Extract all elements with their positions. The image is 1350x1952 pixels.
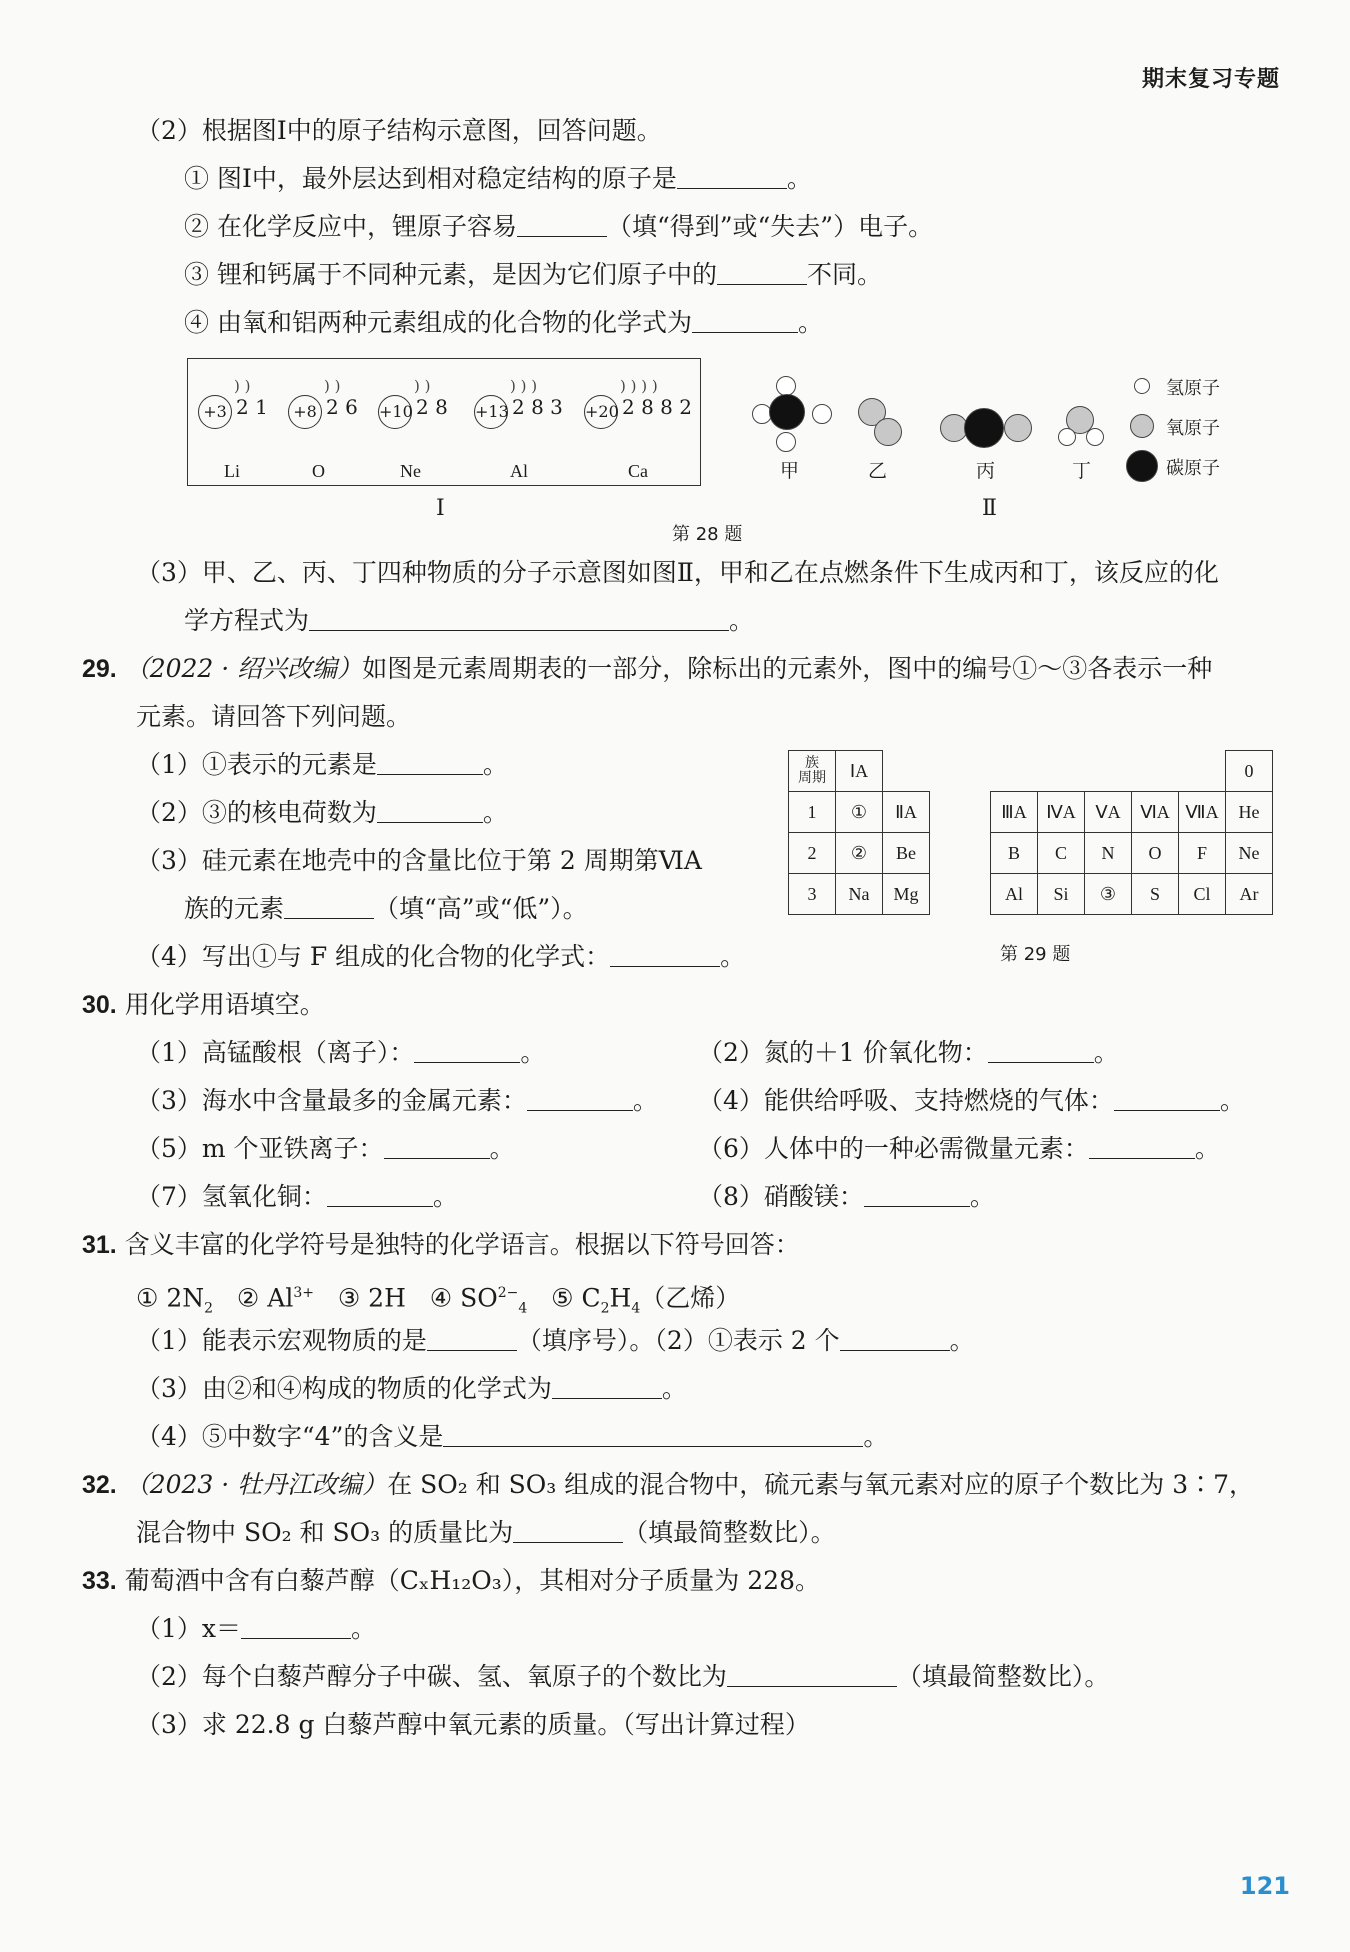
q33-stem: 33. 葡萄酒中含有白藜芦醇（CₓH₁₂O₃），其相对分子质量为 228。 [82,1566,820,1595]
answer-blank[interactable] [513,1516,623,1543]
molecule-label: 丙 [976,460,996,482]
answer-blank[interactable] [717,258,807,285]
q31-stem: 31. 含义丰富的化学符号是独特的化学语言。根据以下符号回答： [82,1230,800,1259]
page-number: 121 [1239,1872,1290,1900]
answer-blank[interactable] [327,1180,433,1207]
molecule-label: 乙 [868,460,888,482]
q32-stem: 32. （2023 · 牡丹江改编）在 SO₂ 和 SO₃ 组成的混合物中，硫元素与氧元素对应的原子个数比为 3∶7， [82,1470,1255,1499]
legend-carbon-icon [1126,450,1158,482]
element-label: Ne [400,461,421,481]
table-cell: ② [836,833,883,874]
hydrogen-atom [776,376,796,396]
q29-p4: （4）写出①与 F 组成的化合物的化学式： 。 [136,942,746,971]
electron-shells: 2 1 [236,395,268,419]
table-caption: 第 29 题 [1000,944,1071,965]
element-label: O [312,461,325,481]
answer-blank[interactable] [1089,1132,1195,1159]
table-cell: ⅦA [1179,792,1226,833]
carbon-atom [964,408,1004,448]
answer-blank[interactable] [988,1036,1094,1063]
legend-hydrogen-icon [1134,378,1150,394]
figure-2-label: Ⅱ [982,496,997,521]
answer-blank[interactable] [284,892,374,919]
q29-p2: （2）③的核电荷数为 。 [136,798,508,827]
table-cell: ③ [1085,874,1132,915]
hydrogen-atom [776,432,796,452]
q29-p3: （3）硅元素在地壳中的含量比位于第 2 周期第ⅥA [136,846,702,875]
answer-blank[interactable] [727,1660,897,1687]
element-label: Al [510,461,528,481]
section-header: 期末复习专题 [1141,67,1280,92]
table-header-cell: 0 [1226,751,1273,792]
carbon-atom [769,394,805,430]
period-cell: 1 [789,792,836,833]
answer-blank[interactable] [840,1324,950,1351]
q30-item: （1）高锰酸根（离子）： 。 [136,1038,546,1067]
q29-stem-2: 元素。请回答下列问题。 [136,702,412,731]
table-cell: C [1038,833,1085,874]
q30-item: （4）能供给呼吸、支持燃烧的气体： 。 [698,1086,1245,1115]
q28-p2-1: ① 图Ⅰ中，最外层达到相对稳定结构的原子是 。 [184,164,812,193]
table-cell: F [1179,833,1226,874]
oxygen-atom [874,418,902,446]
atom-structure-figure: +3 2 1 ) ) Li +8 2 6 ) ) O +10 2 8 ) ) Ne +13 2 8 3 ) ) ) Al +20 2 8 8 2 ) ) ) ) Ca [187,358,701,486]
q31-p1: （1）能表示宏观物质的是 （填序号）。（2）①表示 2 个 。 [136,1326,975,1355]
electron-shells: 2 6 [326,395,358,419]
table-cell: Ne [1226,833,1273,874]
q30-item: （7）氢氧化铜： 。 [136,1182,458,1211]
answer-blank[interactable] [384,1132,490,1159]
q33-p1: （1）x＝ 。 [136,1614,377,1643]
table-cell: ⅤA [1085,792,1132,833]
hydrogen-atom [1086,428,1104,446]
q33-p2: （2）每个白藜芦醇分子中碳、氢、氧原子的个数比为 （填最简整数比）。 [136,1662,1110,1691]
answer-blank[interactable] [1114,1084,1220,1111]
q29-p3-2: 族的元素 （填“高”或“低”）。 [184,894,588,923]
hydrogen-atom [1058,428,1076,446]
answer-blank[interactable] [552,1372,662,1399]
legend-oxygen-icon [1130,414,1154,438]
table-cell: ⅥA [1132,792,1179,833]
hydrogen-atom [812,404,832,424]
table-cell: ① [836,792,883,833]
q30-item: （3）海水中含量最多的金属元素： 。 [136,1086,658,1115]
q30-item: （8）硝酸镁： 。 [698,1182,995,1211]
legend-label: 氧原子 [1166,418,1220,439]
molecule-label: 丁 [1072,460,1092,482]
q30-item: （2）氮的＋1 价氧化物： 。 [698,1038,1119,1067]
atom-nucleus: +8 [288,395,322,429]
table-cell: Be [883,833,930,874]
figure-1-label: Ⅰ [436,496,445,521]
answer-blank[interactable] [864,1180,970,1207]
table-cell: Ar [1226,874,1273,915]
atom-nucleus: +13 [474,395,508,429]
answer-blank[interactable] [377,748,483,775]
electron-shells: 2 8 8 2 [622,395,692,419]
table-cell: B [991,833,1038,874]
periodic-table-left [788,750,930,915]
answer-blank[interactable] [517,210,607,237]
period-cell: 2 [789,833,836,874]
answer-blank[interactable] [309,604,729,631]
q30-stem: 30. 用化学用语填空。 [82,990,325,1019]
oxygen-atom [1004,414,1032,442]
answer-blank[interactable] [377,796,483,823]
element-label: Ca [628,461,648,481]
electron-shells: 2 8 3 [512,395,563,419]
q33-p3: （3）求 22.8 g 白藜芦醇中氧元素的质量。（写出计算过程） [136,1710,810,1739]
atom-nucleus: +20 [584,395,618,429]
q28-p3-line2: 学方程式为 。 [184,606,755,635]
electron-shells: 2 8 [416,395,448,419]
q29-stem: 29. （2022 · 绍兴改编）如图是元素周期表的一部分，除标出的元素外，图中的编号①～③各表示一种 [82,654,1213,683]
answer-blank[interactable] [443,1420,863,1447]
answer-blank[interactable] [692,306,798,333]
q30-item: （6）人体中的一种必需微量元素： 。 [698,1134,1220,1163]
element-label: Li [224,461,240,481]
table-cell: Cl [1179,874,1226,915]
legend-label: 碳原子 [1166,458,1220,479]
answer-blank[interactable] [414,1036,520,1063]
answer-blank[interactable] [427,1324,517,1351]
q28-p2-2: ② 在化学反应中，锂原子容易 （填“得到”或“失去”）电子。 [184,212,934,241]
q29-p1: （1）①表示的元素是 。 [136,750,508,779]
q31-p4: （4）⑤中数字“4”的含义是 。 [136,1422,889,1451]
answer-blank[interactable] [677,162,787,189]
table-cell: N [1085,833,1132,874]
q28-p2-3: ③ 锂和钙属于不同种元素，是因为它们原子中的 不同。 [184,260,882,289]
q31-symbols: ① $2N_2$ ② $Al^{3+}$ ③ 2H ④ $SO^{2-}_4$ ⑤ $C_2H_4$（乙烯） [136,1283,741,1317]
answer-blank[interactable] [610,940,720,967]
q30-item: （5）m 个亚铁离子： 。 [136,1134,515,1163]
table-cell: ⅡA [883,792,930,833]
legend-label: 氢原子 [1166,378,1220,399]
table-cell: Al [991,874,1038,915]
table-cell: S [1132,874,1179,915]
periodic-table-right [990,750,1273,915]
atom-nucleus: +10 [378,395,412,429]
q31-p3: （3）由②和④构成的物质的化学式为 。 [136,1374,687,1403]
q32-stem-2: 混合物中 SO₂ 和 SO₃ 的质量比为 （填最简整数比）。 [136,1518,836,1547]
figure-caption: 第 28 题 [672,524,743,545]
table-cell: O [1132,833,1179,874]
atom-nucleus: +3 [198,395,232,429]
table-cell: Si [1038,874,1085,915]
table-cell: ⅢA [991,792,1038,833]
q28-p3-line1: （3）甲、乙、丙、丁四种物质的分子示意图如图Ⅱ，甲和乙在点燃条件下生成丙和丁，该反应的化 [136,558,1219,587]
table-cell: Na [836,874,883,915]
table-header-cell: ⅠA [836,751,883,792]
table-cell: Mg [883,874,930,915]
answer-blank[interactable] [241,1612,351,1639]
table-corner: 族 周期 [789,751,836,792]
q28-p2-4: ④ 由氧和铝两种元素组成的化合物的化学式为 。 [184,308,823,337]
table-cell: He [1226,792,1273,833]
answer-blank[interactable] [527,1084,633,1111]
table-cell: ⅣA [1038,792,1085,833]
molecule-label: 甲 [780,460,800,482]
period-cell: 3 [789,874,836,915]
q28-p2-intro: （2）根据图Ⅰ中的原子结构示意图，回答问题。 [136,116,662,145]
